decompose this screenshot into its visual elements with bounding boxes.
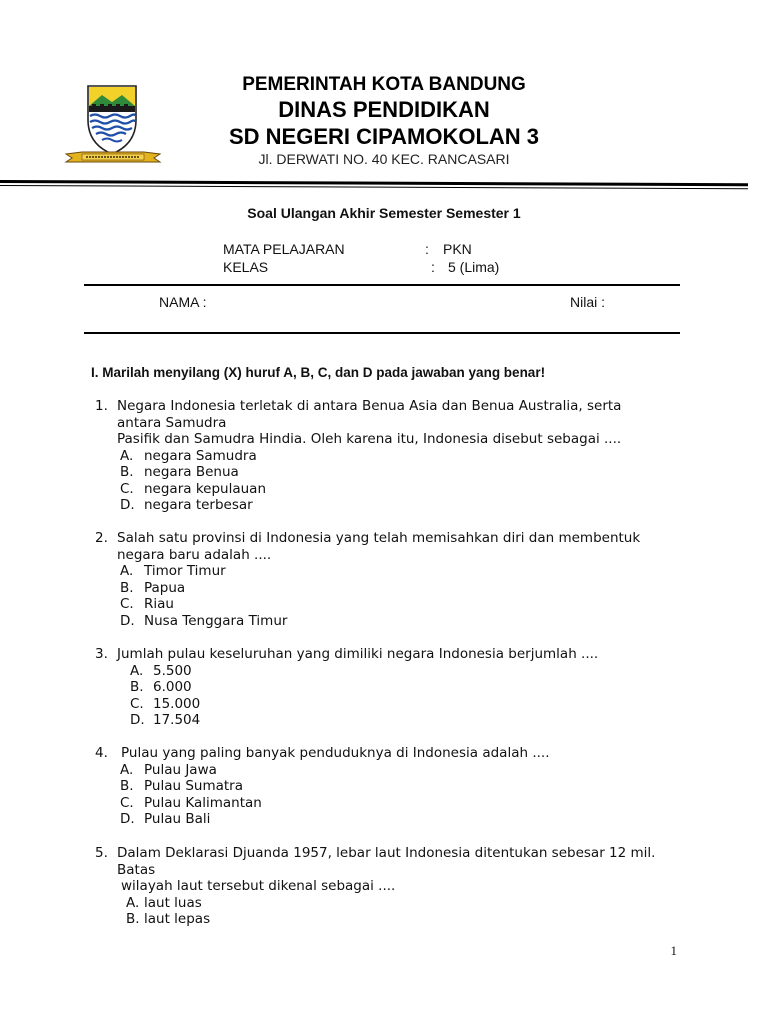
- question-text-line: antara Samudra: [117, 414, 227, 431]
- option-text: Nusa Tenggara Timur: [144, 612, 288, 629]
- option-text: 5.500: [153, 662, 192, 679]
- option-text: Riau: [144, 596, 174, 612]
- page-number: 1: [670, 943, 677, 958]
- question-number: 4.: [95, 745, 108, 761]
- option-text: laut lepas: [144, 911, 211, 927]
- option-text: negara terbesar: [144, 497, 253, 513]
- option-text: 15.000: [153, 695, 201, 712]
- header-government: PEMERINTAH KOTA BANDUNG: [242, 74, 526, 95]
- question-text-line: Jumlah pulau keseluruhan yang dimiliki negara Indonesia berjumlah ....: [117, 646, 599, 662]
- option-letter: A.: [126, 894, 140, 911]
- question-number: 2.: [95, 530, 108, 546]
- option-letter: D.: [120, 612, 135, 629]
- question-text-line: Batas: [117, 861, 156, 878]
- option-text: 17.504: [153, 712, 201, 728]
- option-letter: B.: [126, 911, 140, 927]
- question-number: 3.: [95, 646, 108, 662]
- option-text: Timor Timur: [144, 563, 226, 579]
- option-letter: B.: [130, 679, 144, 695]
- option-text: Pulau Sumatra: [144, 778, 243, 794]
- option-letter: C.: [120, 480, 134, 497]
- option-letter: A.: [130, 662, 144, 679]
- option-letter: B.: [120, 778, 134, 794]
- option-text: Papua: [144, 579, 186, 596]
- option-letter: C.: [120, 596, 134, 612]
- option-text: Pulau Bali: [144, 811, 211, 827]
- option-letter: C.: [130, 695, 144, 712]
- option-text: negara kepulauan: [144, 480, 266, 497]
- class-separator: :: [431, 259, 435, 275]
- option-letter: B.: [120, 579, 134, 596]
- option-text: Pulau Kalimantan: [144, 794, 262, 811]
- score-label: Nilai :: [570, 294, 606, 310]
- exam-title: Soal Ulangan Akhir Semester Semester 1: [247, 205, 521, 221]
- option-letter: B.: [120, 464, 134, 480]
- option-letter: D.: [120, 497, 135, 513]
- option-text: laut luas: [144, 894, 202, 911]
- city-logo: [62, 82, 164, 168]
- option-letter: D.: [120, 811, 135, 827]
- name-box-top-rule: [84, 284, 680, 286]
- question-text-line: Pasifik dan Samudra Hindia. Oleh karena itu, Indonesia disebut sebagai ....: [117, 431, 622, 447]
- question-number: 1.: [95, 398, 108, 414]
- header-school: SD NEGERI CIPAMOKOLAN 3: [228, 124, 540, 149]
- option-text: Pulau Jawa: [144, 761, 217, 778]
- subject-value: PKN: [443, 241, 472, 257]
- class-label: KELAS: [223, 259, 269, 275]
- option-text: 6.000: [153, 679, 192, 695]
- instruction-text: I. Marilah menyilang (X) huruf A, B, C, dan D pada jawaban yang benar!: [91, 365, 546, 380]
- question-text-line: negara baru adalah ....: [117, 546, 272, 563]
- question-text-line: wilayah laut tersebut dikenal sebagai ....: [121, 878, 396, 894]
- class-value: 5 (Lima): [448, 259, 500, 275]
- subject-label: MATA PELAJARAN: [223, 241, 345, 257]
- option-letter: A.: [120, 563, 134, 579]
- question-text-line: Negara Indonesia terletak di antara Benua Asia dan Benua Australia, serta: [117, 398, 622, 414]
- question-text-line: Dalam Deklarasi Djuanda 1957, lebar laut Indonesia ditentukan sebesar 12 mil.: [117, 845, 656, 861]
- option-letter: A.: [120, 761, 134, 778]
- option-text: negara Samudra: [144, 447, 257, 464]
- question-number: 5.: [95, 845, 108, 861]
- option-letter: D.: [130, 712, 145, 728]
- option-letter: C.: [120, 794, 134, 811]
- header-department: DINAS PENDIDIKAN: [278, 97, 490, 122]
- option-letter: A.: [120, 447, 134, 464]
- header-address: Jl. DERWATI NO. 40 KEC. RANCASARI: [258, 151, 510, 167]
- option-text: negara Benua: [144, 464, 239, 480]
- name-box-bottom-rule: [84, 332, 680, 334]
- name-label: NAMA :: [159, 294, 207, 310]
- question-text-line: Salah satu provinsi di Indonesia yang telah memisahkan diri dan membentuk: [117, 530, 641, 546]
- question-text-line: Pulau yang paling banyak penduduknya di Indonesia adalah ....: [121, 745, 550, 761]
- subject-separator: :: [425, 241, 429, 257]
